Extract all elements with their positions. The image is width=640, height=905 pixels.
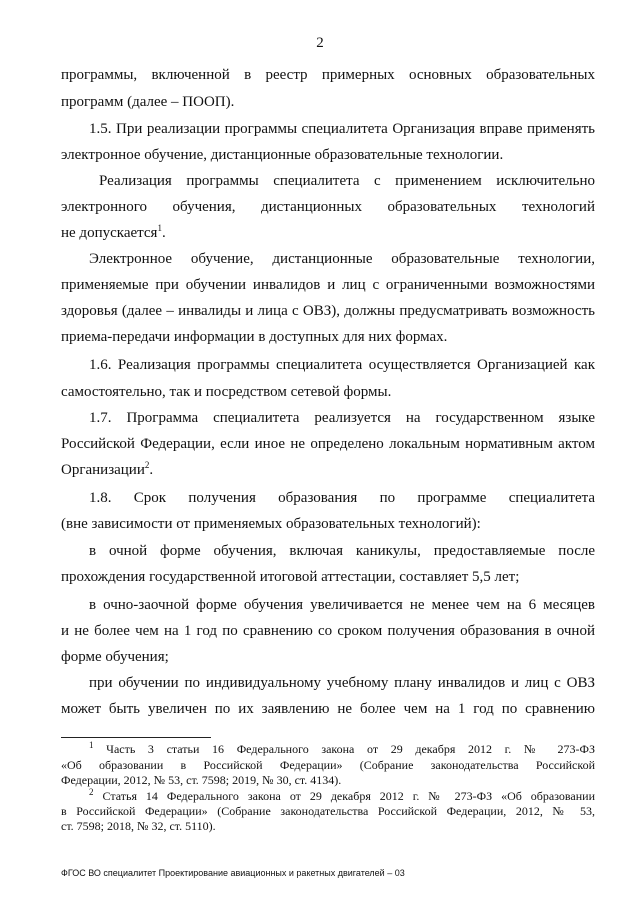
paragraph-line-text: приема-передачи информации в доступных для них формах. <box>61 329 448 345</box>
footnote-line <box>61 773 595 788</box>
footnote-line <box>61 819 595 834</box>
paragraph-line-text: Реализация программы специалитета с применением исключительно <box>99 173 595 189</box>
paragraph-line <box>61 146 595 164</box>
paragraph-line-text: форме обучения; <box>61 649 169 665</box>
paragraph-line <box>61 409 595 427</box>
paragraph-line <box>61 120 595 138</box>
paragraph-line <box>61 700 595 718</box>
paragraph-line <box>61 328 595 346</box>
footnote-marker: 1 <box>89 740 94 750</box>
paragraph-line-text: 1.7. Программа специалитета реализуется на государственном языке <box>89 410 595 426</box>
paragraph-line <box>61 542 595 560</box>
paragraph-line-text: (вне зависимости от применяемых образовательных технологий): <box>61 516 481 532</box>
paragraph-line <box>61 596 595 614</box>
paragraph-line <box>61 674 595 692</box>
paragraph-line <box>61 93 595 111</box>
paragraph-line-text: 1.6. Реализация программы специалитета осуществляется Организацией как <box>89 357 595 373</box>
footnote-line <box>61 804 595 819</box>
paragraph-line <box>61 198 595 216</box>
footnote-marker: 2 <box>89 787 94 797</box>
paragraph-line-text: самостоятельно, так и посредством сетевой формы. <box>61 384 392 400</box>
paragraph-line-text: Российской Федерации, если иное не определено локальным нормативным актом <box>61 436 595 452</box>
paragraph-line <box>61 648 595 666</box>
footnote-reference: 1 <box>157 223 162 233</box>
footnote-line-text: Федерации, 2012, № 53, ст. 7598; 2019, № 30, ст. 4134). <box>61 773 342 787</box>
footnote-line-text: «Об образовании в Российской Федерации» (Собрание законодательства Российской <box>61 758 595 772</box>
paragraph-line: Организации$^2$. <box>61 460 154 478</box>
paragraph-line <box>61 383 595 401</box>
paragraph-line <box>61 356 595 374</box>
page-number: 2 <box>316 35 324 51</box>
footnote-line-text: Статья 14 Федерального закона от 29 декабря 2012 г. № 273-ФЗ «Об образовании <box>102 789 596 803</box>
paragraph-line <box>61 622 595 640</box>
footnote-line-text: Часть 3 статьи 16 Федерального закона от 29 декабря 2012 г. № 273-ФЗ <box>106 742 596 756</box>
paragraph-line-text: не допускается <box>61 225 158 241</box>
footnote-line-text: в Российской Федерации» (Собрание законодательства Российской Федерации, 2012, № 53, <box>61 804 595 818</box>
paragraph-line-text: электронного обучения, дистанционных образовательных технологий <box>61 199 595 215</box>
paragraph-line-text: программы, включенной в реестр примерных основных образовательных <box>61 67 595 83</box>
paragraph-line <box>61 250 595 268</box>
paragraph-line-text: Организации <box>61 462 145 478</box>
paragraph-line <box>61 568 595 586</box>
footnote-line <box>61 789 595 804</box>
paragraph-line-text: применяемые при обучении инвалидов и лиц с ограниченными возможностями <box>61 277 595 293</box>
paragraph-line-text: электронное обучение, дистанционные образовательные технологии. <box>61 147 504 163</box>
paragraph-line <box>61 435 595 453</box>
paragraph-line-text: может быть увеличен по их заявлению не более чем на 1 год по сравнению <box>61 701 595 717</box>
paragraph-line-text: Электронное обучение, дистанционные образовательные технологии, <box>89 251 595 267</box>
footnote-reference: 2 <box>144 460 150 470</box>
footnote-line <box>61 758 595 773</box>
footnote-line-text: ст. 7598; 2018, № 32, ст. 5110). <box>61 819 216 833</box>
paragraph-line <box>61 489 595 507</box>
paragraph-line-text: и не более чем на 1 год по сравнению со сроком получения образования в очной <box>61 623 595 639</box>
paragraph-line-text: при обучении по индивидуальному учебному плану инвалидов и лиц с ОВЗ <box>89 675 595 691</box>
paragraph-line: не допускается$^1$. <box>61 223 166 241</box>
paragraph-line <box>61 276 595 294</box>
paragraph-line-text: программ (далее – ПООП). <box>61 94 235 110</box>
paragraph-line-text: здоровья (далее – инвалиды и лица с ОВЗ), должны предусматривать возможность <box>61 303 595 319</box>
paragraph-line <box>61 66 595 84</box>
paragraph-line-text: в очно-заочной форме обучения увеличивается не менее чем на 6 месяцев <box>89 597 595 613</box>
page-footer: ФГОС ВО специалитет Проектирование авиационных и ракетных двигателей – 03 <box>61 868 405 878</box>
footnote-line <box>61 742 595 757</box>
footnote-separator <box>61 737 211 738</box>
paragraph-line-text: 1.5. При реализации программы специалитета Организация вправе применять <box>89 121 595 137</box>
paragraph-line <box>61 302 595 320</box>
paragraph-line <box>61 172 595 190</box>
paragraph-line-text: в очной форме обучения, включая каникулы, предоставляемые после <box>89 543 595 559</box>
paragraph-line-text: прохождения государственной итоговой аттестации, составляет 5,5 лет; <box>61 569 520 585</box>
paragraph-line-text: 1.8. Срок получения образования по программе специалитета <box>89 490 595 506</box>
paragraph-line <box>61 515 595 533</box>
